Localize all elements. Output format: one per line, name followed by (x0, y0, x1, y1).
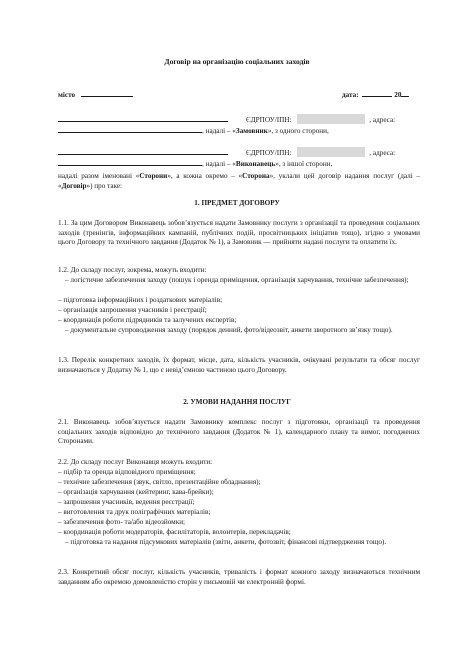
date-block (342, 88, 409, 101)
place-label: місто (58, 91, 76, 99)
party2-name-field[interactable] (58, 146, 228, 155)
party2-suffix-b: », з іншої сторони, (275, 160, 333, 168)
intro-text-e: », уклали цей договір надання (269, 172, 370, 180)
intro-term-party: Сторона (242, 172, 270, 180)
party2-address-field[interactable] (58, 157, 202, 166)
date-label: дата: (342, 91, 359, 99)
clause-2-2-item: – виготовлення та друк поліграфічних матеріалів; (58, 508, 211, 516)
clause-2-2-item: – підбір та оренда відповідного приміщення; (58, 468, 196, 476)
clause-1-2-intro: 1.2. До складу послуг, зокрема, можуть входити: (58, 266, 207, 274)
clause-2-2-item: – запрошення учасників, ведення реєстрації; (58, 498, 195, 506)
clause-2-2-intro: 2.2. До складу послуг Виконавця можуть входити: (58, 458, 213, 466)
party2-suffix-a: , надалі – « (202, 160, 236, 168)
party1-edrpou-label: ЄДРПОУ/ІПН: (246, 116, 292, 124)
section2-heading: 2. УМОВИ НАДАННЯ ПОСЛУГ (183, 398, 291, 406)
clause-2-2-item: – технічне забезпечення (звук, світло, презентаційне обладнання); (58, 478, 261, 486)
clause-1-2-item: – документальне супроводження заходу (порядок денний, фото/відеозвіт, анкети зворотного зв’язку тощо). (65, 326, 393, 334)
clause-2-2-item: – координація роботи модераторів, фасилітаторів, волонтерів, перекладачів; (58, 528, 291, 536)
date-field[interactable] (362, 88, 392, 97)
clause-1-2-item: – підготовка інформаційних і роздаткових матеріалів; (58, 296, 223, 304)
intro-term-contract: Договір (61, 181, 87, 190)
section1-heading: 1. ПРЕДМЕТ ДОГОВОРУ (194, 199, 280, 207)
clause-1-2-item: – логістичне забезпечення заходу (пошук і оренда приміщення, організація харчування, технічне забезпечення); (65, 276, 409, 284)
date-year: 20 (394, 91, 402, 99)
party2-edrpou-field[interactable] (297, 147, 365, 157)
party1-address-label: , адреса: (369, 116, 396, 124)
clause-1-2-item: – організація запрошення учасників і реєстрації; (58, 306, 207, 314)
place-field[interactable] (81, 88, 133, 97)
intro-paragraph (58, 172, 420, 191)
party2-line2 (58, 157, 420, 170)
party2-role: Виконавець (235, 160, 276, 168)
party2-address-label: , адреса: (369, 149, 396, 157)
intro-text-h: ») про таке: (86, 181, 123, 190)
clause-2-2-item: – забезпечення фото- та/або відеозйомки; (58, 518, 186, 526)
party1-role: Замовник (235, 127, 268, 135)
party1-suffix-b: », з одного сторони, (267, 127, 329, 135)
year-field[interactable] (401, 88, 409, 97)
party1-suffix-a: , надалі – « (202, 127, 236, 135)
party1-line2 (58, 124, 420, 137)
clause-2-1: 2.1. Виконавець зобов’язується надати Замовнику комплекс послуг з підготовки, організації та проведення соціальних заходів відповідно до технічного завдання (Додаток № 1), календарного плану та вимог, погоджених Сторонами. (58, 418, 420, 446)
intro-text-a: надалі разом іменовані « (58, 172, 140, 180)
intro-text-c: », а кожна окремо – « (167, 172, 243, 180)
party1-edrpou-field[interactable] (297, 114, 365, 124)
party1-address-field[interactable] (58, 124, 202, 133)
intro-text-f: послуг (далі – « (58, 172, 421, 190)
clause-1-3: 1.3. Перелік конкретних заходів, їх формат, місце, дата, кількість учасників, очікувані результати та обсяг послуг визначаються у Додатку № 1, що є невід’ємною частиною цього Договору. (58, 356, 420, 374)
clause-2-2-item: – підготовка та надання підсумкових матеріалів (звіти, анкети, фотозвіт, фінансові підтвердження тощо). (65, 538, 387, 546)
clause-2-3: 2.3. Конкретний обсяг послуг, кількість учасників, тривалість і формат кожного заходу визначаються технічним завданням або окремою домовленістю сторін у письмовій чи електронній формі. (58, 568, 420, 586)
clause-2-2-item: – організація харчування (кейтеринг, кава-брейки); (58, 488, 214, 496)
clause-1-1: 1.1. За цим Договором Виконавець зобов’язується надати Замовнику послуги з організації та проведення соціальних заходів (тренінгів, інформаційних кампаній, публічних подій, просвітницьких ініціатив тощо), згідно з умовами цього Договору та технічного завдання (Додаток № 1), а Замовник — прийняти надані послуги та оплатити їх. (58, 219, 420, 247)
document-title: Договір на організацію соціальних заходів (164, 57, 310, 66)
clause-1-2-item: – координація роботи підрядників та залучених експертів; (58, 316, 237, 324)
party2-edrpou-label: ЄДРПОУ/ІПН: (246, 149, 292, 157)
party1-name-field[interactable] (58, 113, 228, 122)
intro-term-parties: Сторони (139, 172, 168, 180)
